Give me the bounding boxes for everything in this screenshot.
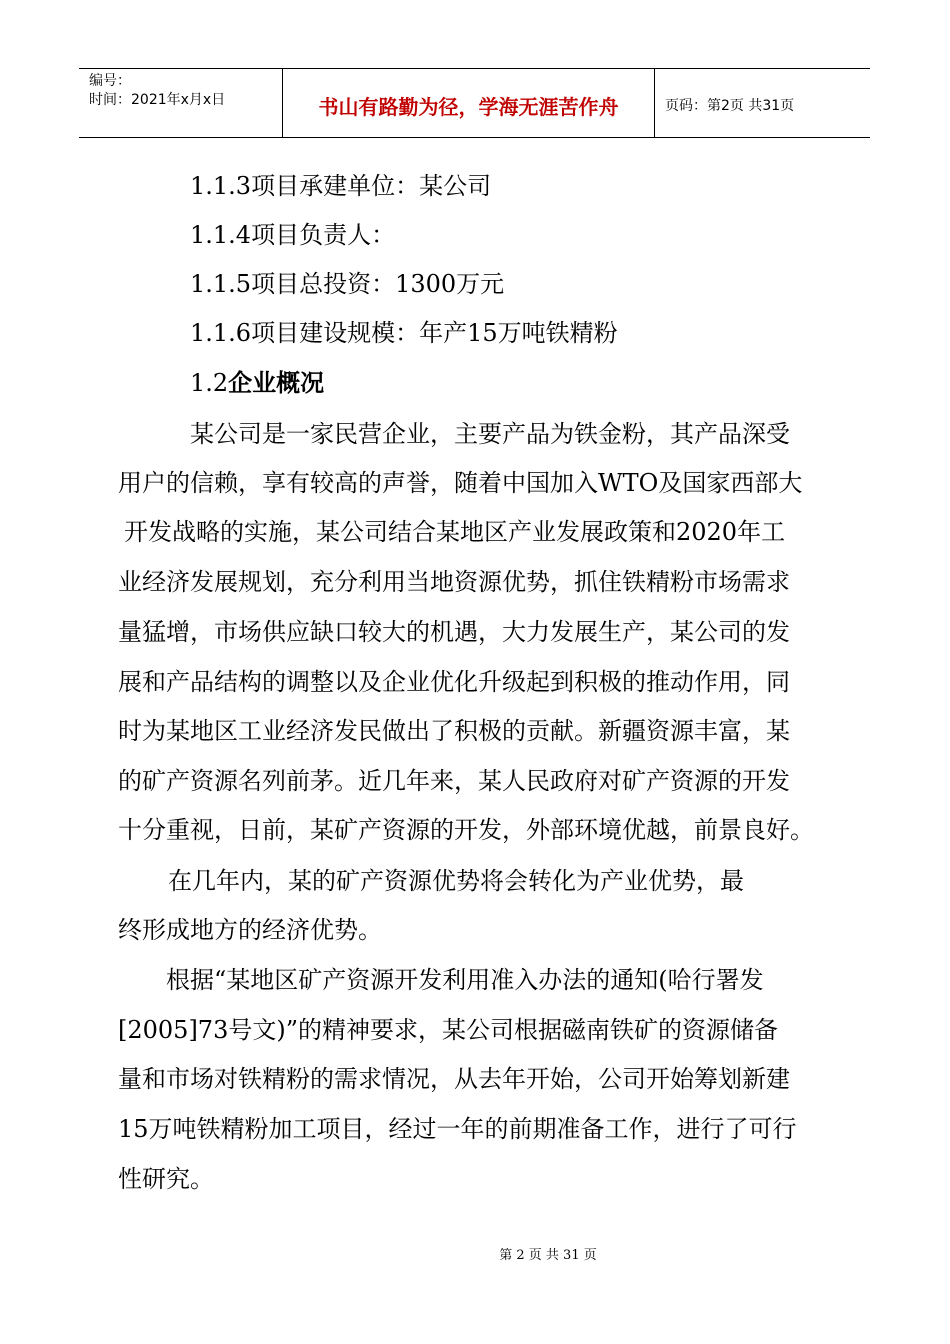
- paragraph-line: 根据“某地区矿产资源开发利用准入办法的通知(哈行署发: [166, 966, 764, 994]
- section-number: 1.2: [190, 369, 229, 397]
- paragraph-line: 某公司是一家民营企业，主要产品为铁金粉，其产品深受: [190, 420, 790, 448]
- paragraph-line: [2005]73号文)”的精神要求，某公司根据磁南铁矿的资源储备: [118, 1016, 778, 1044]
- paragraph-line: 在几年内，某的矿产资源优势将会转化为产业优势，最: [168, 867, 744, 895]
- item-1-1-6: 1.1.6项目建设规模：年产15万吨铁精粉: [190, 319, 618, 347]
- section-heading: [190, 368, 324, 398]
- paragraph-line: 15万吨铁精粉加工项目，经过一年的前期准备工作，进行了可行: [118, 1115, 797, 1143]
- paragraph-line: 展和产品结构的调整以及企业优化升级起到积极的推动作用，同: [118, 668, 790, 696]
- time-label: 时间：2021年x月x日: [89, 92, 226, 108]
- header-page-info: 页码：第2页 共31页: [665, 98, 795, 114]
- page-header: [79, 68, 870, 138]
- paragraph-line: 量猛增，市场供应缺口较大的机遇，大力发展生产，某公司的发: [118, 618, 790, 646]
- paragraph-line: 终形成地方的经济优势。: [118, 916, 382, 944]
- item-1-1-5: 1.1.5项目总投资：1300万元: [190, 270, 505, 298]
- paragraph-line: 性研究。: [118, 1165, 214, 1193]
- header-meta: [79, 69, 283, 137]
- page-footer: 第 2 页 共 31 页: [499, 1248, 597, 1263]
- item-1-1-4: 1.1.4项目负责人：: [190, 221, 396, 249]
- paragraph-line: 十分重视，日前，某矿产资源的开发，外部环境优越，前景良好。: [118, 816, 814, 844]
- paragraph-line: 的矿产资源名列前茅。近几年来，某人民政府对矿产资源的开发: [118, 767, 790, 795]
- paragraph-line: 用户的信赖，享有较高的声誉，随着中国加入WTO及国家西部大: [118, 469, 803, 497]
- paragraph-line: 开发战略的实施，某公司结合某地区产业发展政策和2020年工: [124, 518, 786, 546]
- number-label: 编号：: [89, 73, 131, 89]
- paragraph-line: 业经济发展规划，充分利用当地资源优势，抓住铁精粉市场需求: [118, 568, 790, 596]
- section-title: 企业概况: [228, 369, 325, 397]
- item-1-1-3: 1.1.3项目承建单位：某公司: [190, 172, 492, 200]
- paragraph-line: 时为某地区工业经济发民做出了积极的贡献。新疆资源丰富，某: [118, 717, 790, 745]
- paragraph-line: 量和市场对铁精粉的需求情况，从去年开始，公司开始筹划新建: [118, 1065, 790, 1093]
- header-motto: 书山有路勤为径，学海无涯苦作舟: [283, 69, 655, 137]
